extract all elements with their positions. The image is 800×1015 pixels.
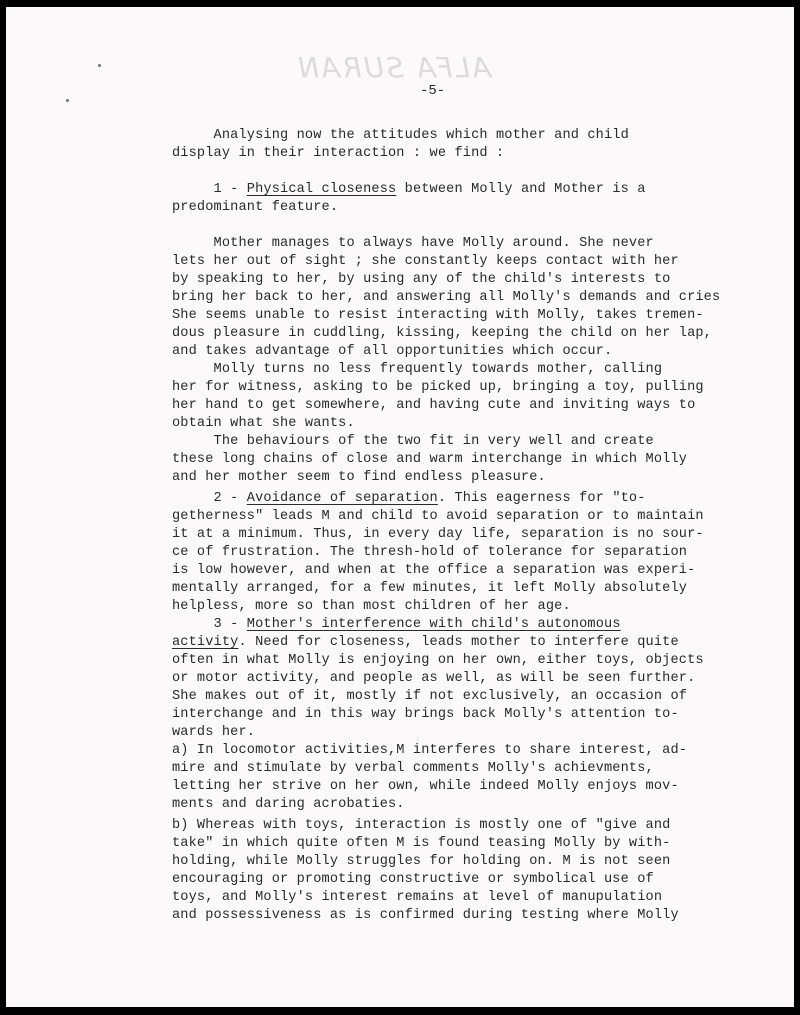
text-line bbox=[172, 181, 792, 199]
text-line: She seems unable to resist interacting with Molly, takes tremen- bbox=[172, 308, 704, 323]
text-line bbox=[172, 634, 792, 652]
text-line: Mother manages to always have Molly around. She never bbox=[172, 236, 654, 251]
section-heading: Avoidance of separation bbox=[246, 491, 438, 506]
text-line: The behaviours of the two fit in very well and create bbox=[172, 434, 654, 449]
text-line: holding, while Molly struggles for holding on. M is not seen bbox=[172, 854, 671, 869]
speck bbox=[98, 64, 101, 67]
section-heading-continued: activity bbox=[172, 635, 239, 650]
text-line: She makes out of it, mostly if not exclusively, an occasion of bbox=[172, 689, 688, 704]
speck bbox=[66, 99, 69, 102]
point-2-paragraph bbox=[172, 490, 792, 616]
text-line: getherness" leads M and child to avoid separation or to maintain bbox=[172, 509, 704, 524]
text-line: interchange and in this way brings back Molly's attention to- bbox=[172, 707, 679, 722]
paragraph-behaviours bbox=[172, 433, 792, 487]
text-fragment: between Molly and Mother is a bbox=[396, 182, 646, 197]
page-number: -5- bbox=[420, 83, 446, 99]
text-line: these long chains of close and warm interchange in which Molly bbox=[172, 452, 688, 467]
text-line: or motor activity, and people as well, as will be seen further. bbox=[172, 671, 696, 686]
item-b-paragraph bbox=[172, 817, 792, 925]
text-line: letting her strive on her own, while indeed Molly enjoys mov- bbox=[172, 779, 679, 794]
text-line: b) Whereas with toys, interaction is mostly one of "give and bbox=[172, 818, 671, 833]
text-line: obtain what she wants. bbox=[172, 416, 355, 431]
text-line: by speaking to her, by using any of the child's interests to bbox=[172, 272, 671, 287]
text-line: and takes advantage of all opportunities which occur. bbox=[172, 344, 613, 359]
intro-paragraph bbox=[172, 127, 792, 163]
point-number: 2 - bbox=[172, 491, 247, 506]
text-line: predominant feature. bbox=[172, 200, 339, 215]
text-line: it at a minimum. Thus, in every day life, separation is no sour- bbox=[172, 527, 704, 542]
text-line bbox=[172, 616, 792, 634]
text-line: bring her back to her, and answering all Molly's demands and cries bbox=[172, 290, 721, 305]
text-line: mentally arranged, for a few minutes, it left Molly absolutely bbox=[172, 581, 688, 596]
section-heading: Physical closeness bbox=[246, 182, 397, 197]
text-line: ce of frustration. The thresh-hold of tolerance for separation bbox=[172, 545, 688, 560]
text-line: often in what Molly is enjoying on her own, either toys, objects bbox=[172, 653, 704, 668]
text-line: her for witness, asking to be picked up, bringing a toy, pulling bbox=[172, 380, 704, 395]
text-line: Analysing now the attitudes which mother and child bbox=[172, 128, 629, 143]
text-line: encouraging or promoting constructive or symbolical use of bbox=[172, 872, 654, 887]
text-fragment: . This eagerness for "to- bbox=[437, 491, 646, 506]
text-line: display in their interaction : we find : bbox=[172, 146, 505, 161]
text-line: a) In locomotor activities,M interferes to share interest, ad- bbox=[172, 743, 688, 758]
point-number: 1 - bbox=[172, 182, 247, 197]
text-line: and her mother seem to find endless pleasure. bbox=[172, 470, 546, 485]
point-number: 3 - bbox=[172, 617, 247, 632]
text-fragment: . Need for closeness, leads mother to interfere quite bbox=[238, 635, 679, 650]
item-a-paragraph bbox=[172, 742, 792, 814]
text-line: Molly turns no less frequently towards mother, calling bbox=[172, 362, 663, 377]
text-line: dous pleasure in cuddling, kissing, keeping the child on her lap, bbox=[172, 326, 712, 341]
text-line bbox=[172, 490, 792, 508]
show-through-text: ALFA SURAN bbox=[296, 51, 492, 84]
text-line: toys, and Molly's interest remains at level of manupulation bbox=[172, 890, 663, 905]
text-line: take" in which quite often M is found teasing Molly by with- bbox=[172, 836, 671, 851]
section-heading: Mother's interference with child's autonomous bbox=[246, 617, 621, 632]
document-page bbox=[6, 7, 794, 1007]
text-line: helpless, more so than most children of her age. bbox=[172, 599, 571, 614]
text-line: wards her. bbox=[172, 725, 256, 740]
text-line: her hand to get somewhere, and having cute and inviting ways to bbox=[172, 398, 696, 413]
point-3-paragraph bbox=[172, 616, 792, 742]
point-1-paragraph bbox=[172, 181, 792, 217]
paragraph-molly-turns bbox=[172, 361, 792, 433]
text-line: lets her out of sight ; she constantly keeps contact with her bbox=[172, 254, 679, 269]
paragraph-mother-manages bbox=[172, 235, 792, 361]
text-line: is low however, and when at the office a separation was experi- bbox=[172, 563, 696, 578]
text-line: and possessiveness as is confirmed during testing where Molly bbox=[172, 908, 679, 923]
text-line: mire and stimulate by verbal comments Molly's achievments, bbox=[172, 761, 654, 776]
text-line: ments and daring acrobaties. bbox=[172, 797, 405, 812]
